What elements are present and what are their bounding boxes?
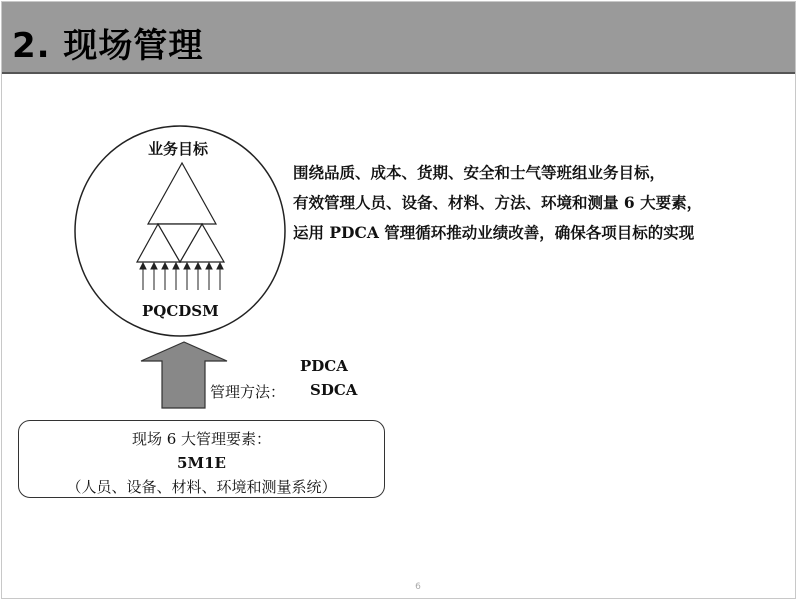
method-value-pdca: PDCA [300, 357, 348, 375]
description [293, 158, 773, 248]
method-value-sdca: SDCA [310, 381, 358, 399]
diagram-bottom-label: PQCDSM [142, 302, 219, 320]
elements-box-title: 现场 6 大管理要素： [131, 430, 272, 448]
diagram-top-label: 业务目标 [148, 140, 209, 158]
description-line: 有效管理人员、设备、材料、方法、环境和测量 6 大要素， [293, 193, 703, 212]
description-line: 围绕品质、成本、货期、安全和士气等班组业务目标， [293, 163, 666, 182]
method-label: 管理方法： [210, 383, 286, 401]
elements-box-list: （人员、设备、材料、环境和测量系统） [66, 478, 337, 496]
page-title: 2. 现场管理 [12, 26, 204, 66]
elements-box [18, 420, 385, 498]
page-number: 6 [415, 582, 421, 592]
description-line: 运用 PDCA 管理循环推动业绩改善，确保各项目标的实现 [293, 223, 695, 242]
elements-box-code: 5M1E [177, 454, 226, 472]
